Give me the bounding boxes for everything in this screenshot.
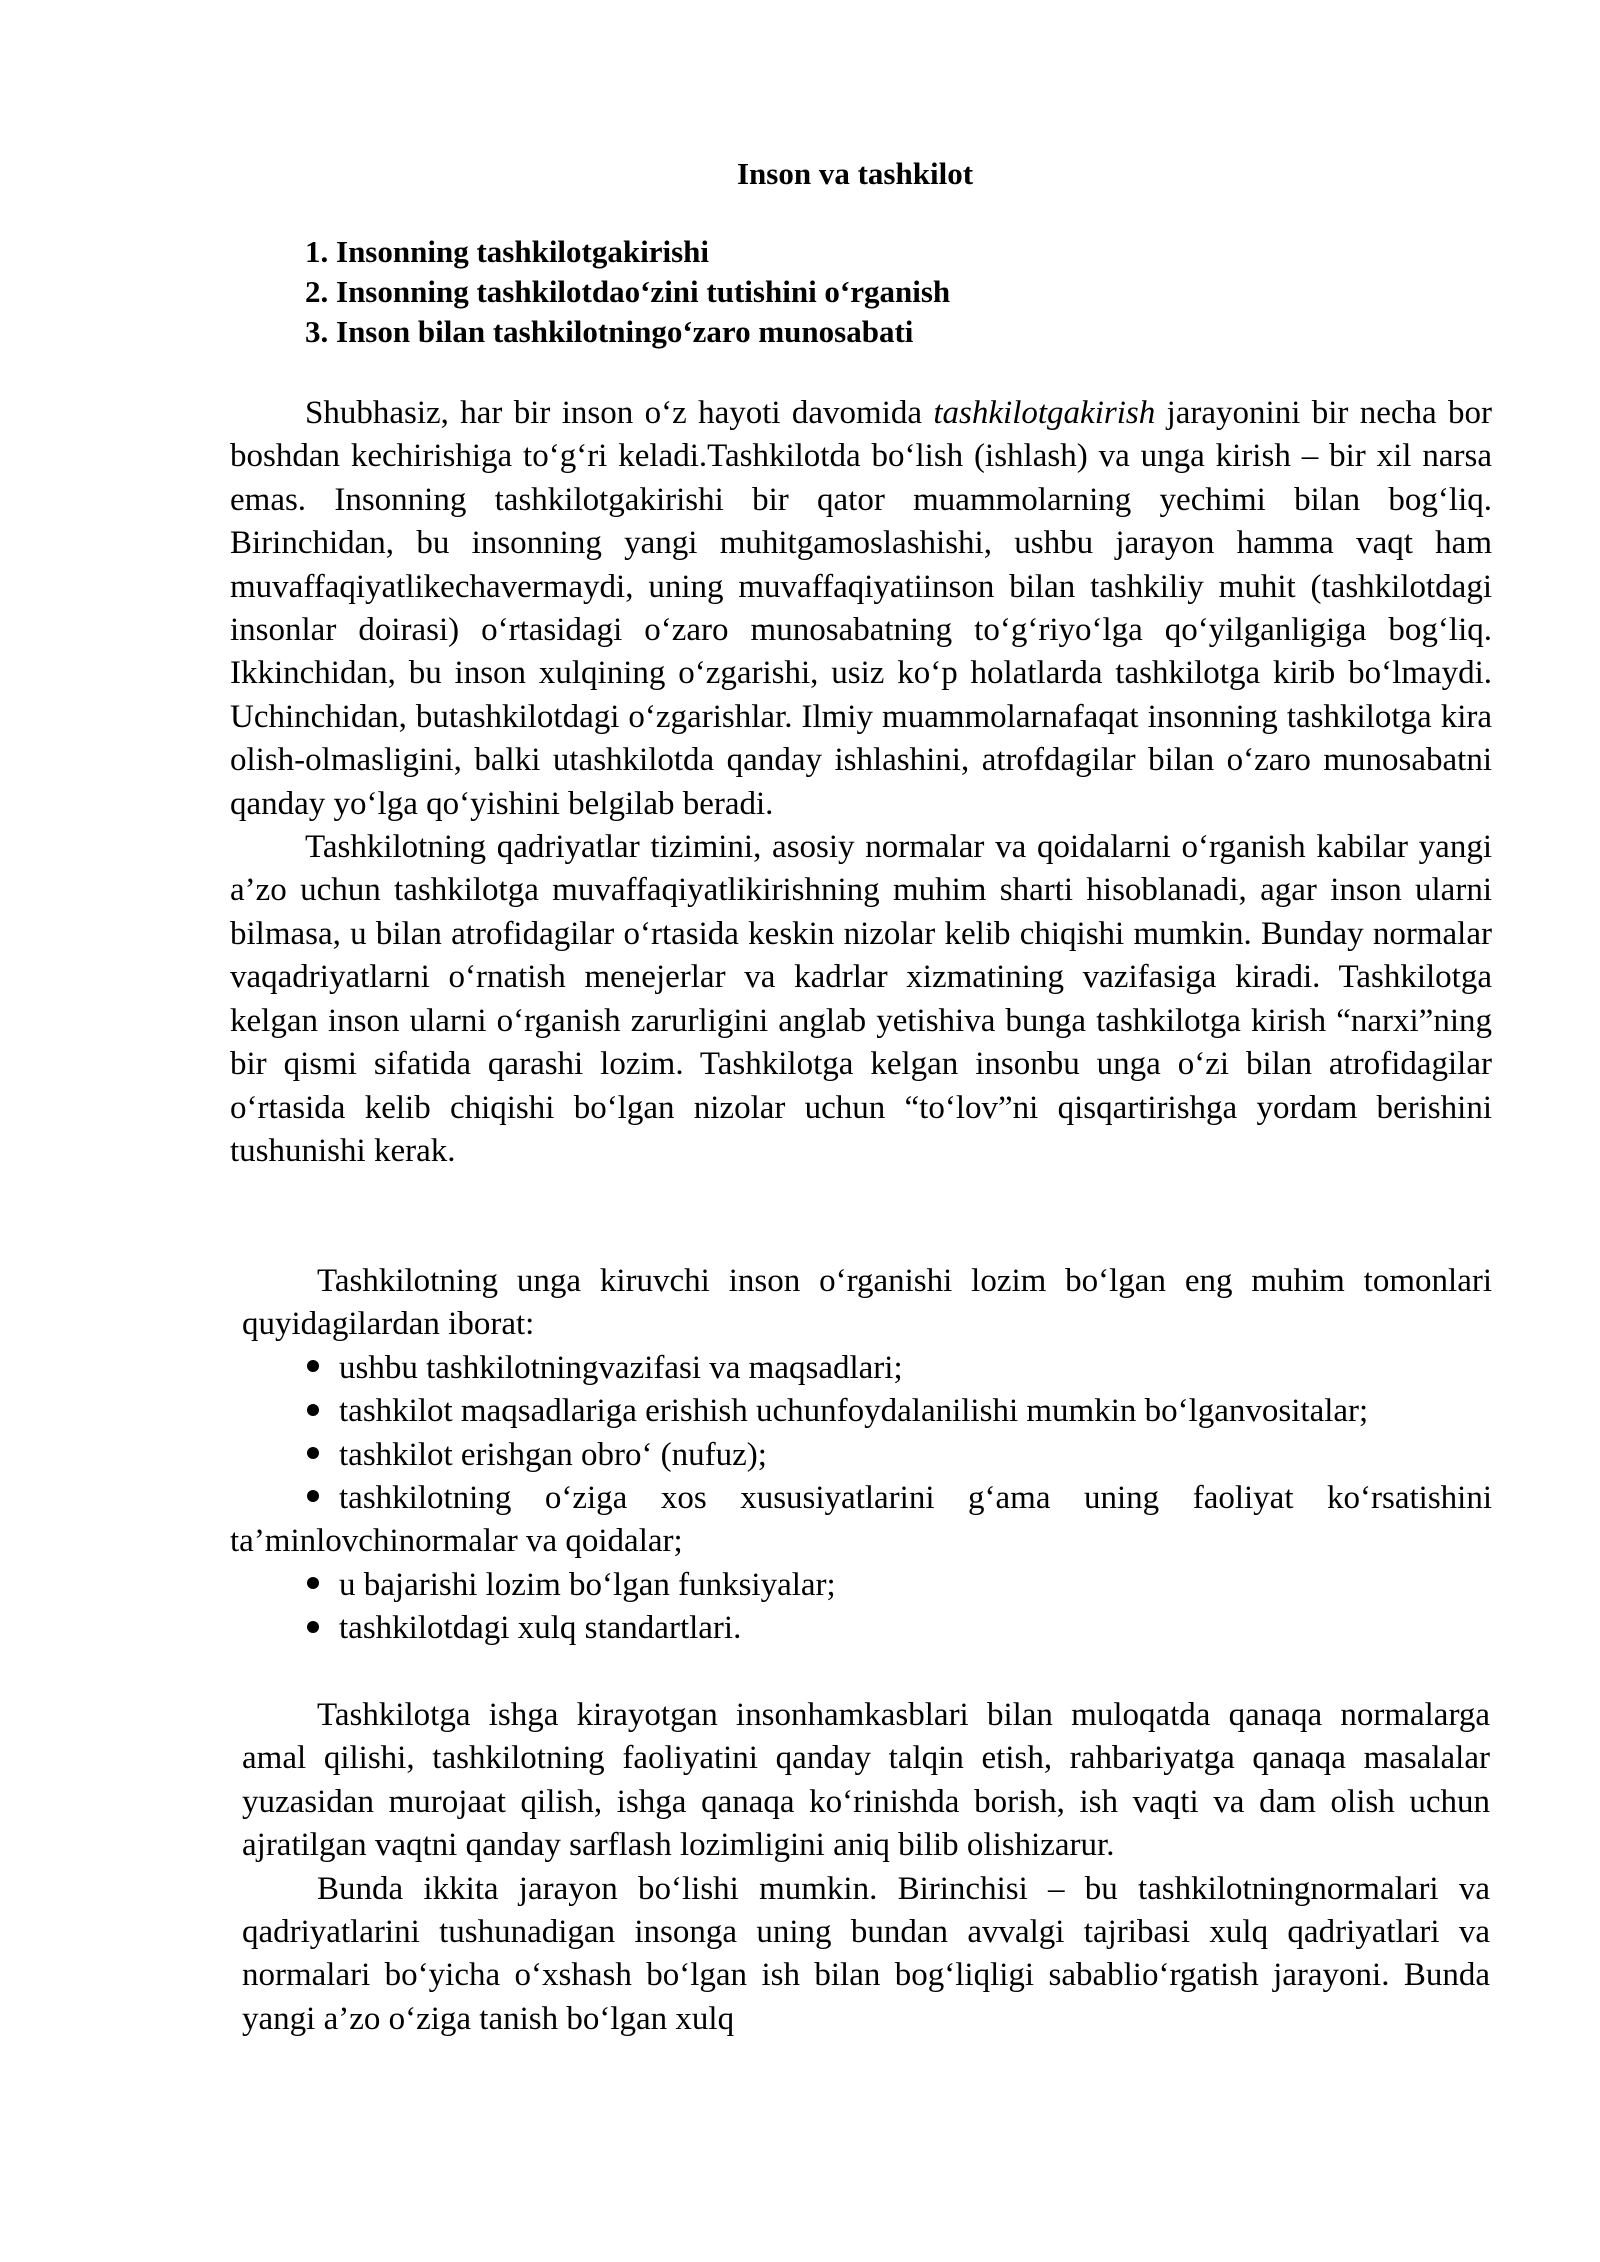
paragraph-values: Tashkilotning qadriyatlar tizimini, asosiy normalar va qoidalarni o‘rganish kabilar yangi a’zo uchun tashkilotga muvaffaqiyatlikirishning muhim sharti hisoblanadi, agar inson ularni bilmasa, u bilan atrofidagilar o‘rtasida keskin nizolar kelib chiqishi mumkin. Bunday normalar vaqadriyatlarni o‘rnatish menejerlar va kadrlar xizmatining vazifasiga kiradi. Tashkilotga kelgan inson ularni o‘rganish zarurligini anglab yetishiva bunga tashkilotga kirish “narxi”ning bir qismi sifatida qarashi lozim. Tashkilotga kelgan insonbu unga o‘zi bilan atrofidagilar o‘rtasida kelib chiqishi bo‘lgan nizolar uchun “to‘lov”ni qisqartirishga yordam berishini tushunishi kerak. bbox=[230, 829, 1492, 1169]
topics-list bbox=[305, 232, 950, 352]
bullet-icon bbox=[305, 1347, 339, 1390]
list-item: tashkilotning o‘ziga xos xususiyatlarini g‘ama uning faoliyat ko‘rsatishini ta’minlovchinormalar va qoidalar; bbox=[230, 1477, 1492, 1564]
bullet-icon bbox=[305, 1434, 339, 1477]
body-section-2 bbox=[230, 1260, 1492, 1651]
list-item: tashkilotdagi xulq standartlari. bbox=[230, 1607, 1492, 1650]
body-section-3 bbox=[242, 1694, 1490, 2041]
paragraph-intro: Shubhasiz, har bir inson o‘z hayoti davomida tashkilotgakirish jarayonini bir necha bor boshdan kechirishiga to‘g‘ri keladi.Tashkilotda bo‘lish (ishlash) va unga kirish – bir xil narsa emas. Insonning tashkilotgakirishi bir qator muammolarning yechimi bilan bog‘liq. Birinchidan, bu insonning yangi muhitgamoslashishi, ushbu jarayon hamma vaqt ham muvaffaqiyatlikechavermaydi, uning muvaffaqiyatiinson bilan tashkiliy muhit (tashkilotdagi insonlar doirasi) o‘rtasidagi o‘zaro munosabatning to‘g‘riyo‘lga qo‘yilganligiga bog‘liq. Ikkinchidan, bu inson xulqining o‘zgarishi, usiz ko‘p holatlarda tashkilotga kirib bo‘lmaydi. Uchinchidan, butashkilotdagi o‘zgarishlar. Ilmiy muammolarnafaqat insonning tashkilotga kira olish-olmasligini, balki utashkilotda qanday ishlashini, atrofdagilar bilan o‘zaro munosabatni qanday yo‘lga qo‘yishini belgilab beradi. bbox=[230, 395, 1492, 822]
aspects-list bbox=[230, 1347, 1492, 1651]
paragraph-aspects: Tashkilotning unga kiruvchi inson o‘rganishi lozim bo‘lgan eng muhim tomonlari quyidagilardan iborat: bbox=[242, 1263, 1492, 1343]
paragraph-processes: Bunda ikkita jarayon bo‘lishi mumkin. Birinchisi – bu tashkilotningnormalari va qadriyatlarini tushunadigan insonga uning bundan avvalgi tajribasi xulq qadriyatlari va normalari bo‘yicha o‘xshash bo‘lgan ish bilan bog‘liqligi sababliо‘rgatish jarayoni. Bunda yangi a’zo o‘ziga tanish bo‘lgan xulq bbox=[242, 1870, 1490, 2037]
list-item: tashkilot maqsadlariga erishish uchunfoydalanilishi mumkin bo‘lganvositalar; bbox=[230, 1390, 1492, 1433]
bullet-icon bbox=[305, 1390, 339, 1433]
topic-item: 3. Inson bilan tashkilotningo‘zaro munosabati bbox=[305, 314, 914, 349]
paragraph-norms: Tashkilotga ishga kirayotgan insonhamkasblari bilan muloqatda qanaqa normalarga amal qilishi, tashkilotning faoliyatini qanday talqin etish, rahbariyatga qanaqa masalalar yuzasidan murojaat qilish, ishga qanaqa ko‘rinishda borish, ish vaqti va dam olish uchun ajratilgan vaqtni qanday sarflash lozimligini aniq bilib olishizarur. bbox=[242, 1697, 1490, 1864]
list-item: ushbu tashkilotningvazifasi va maqsadlari; bbox=[230, 1347, 1492, 1390]
bullet-icon bbox=[305, 1564, 339, 1607]
list-item: u bajarishi lozim bo‘lgan funksiyalar; bbox=[230, 1564, 1492, 1607]
bullet-icon bbox=[305, 1607, 339, 1650]
body-section-1 bbox=[230, 392, 1492, 1173]
topic-item: 1. Insonning tashkilotgakirishi bbox=[305, 234, 710, 269]
document-title: Inson va tashkilot bbox=[736, 156, 974, 191]
list-item: tashkilot erishgan obro‘ (nufuz); bbox=[230, 1434, 1492, 1477]
bullet-icon bbox=[305, 1477, 339, 1520]
emphasis-term: tashkilotgakirish bbox=[933, 395, 1156, 431]
topic-item: 2. Insonning tashkilotdao‘zini tutishini o‘rganish bbox=[305, 274, 951, 309]
